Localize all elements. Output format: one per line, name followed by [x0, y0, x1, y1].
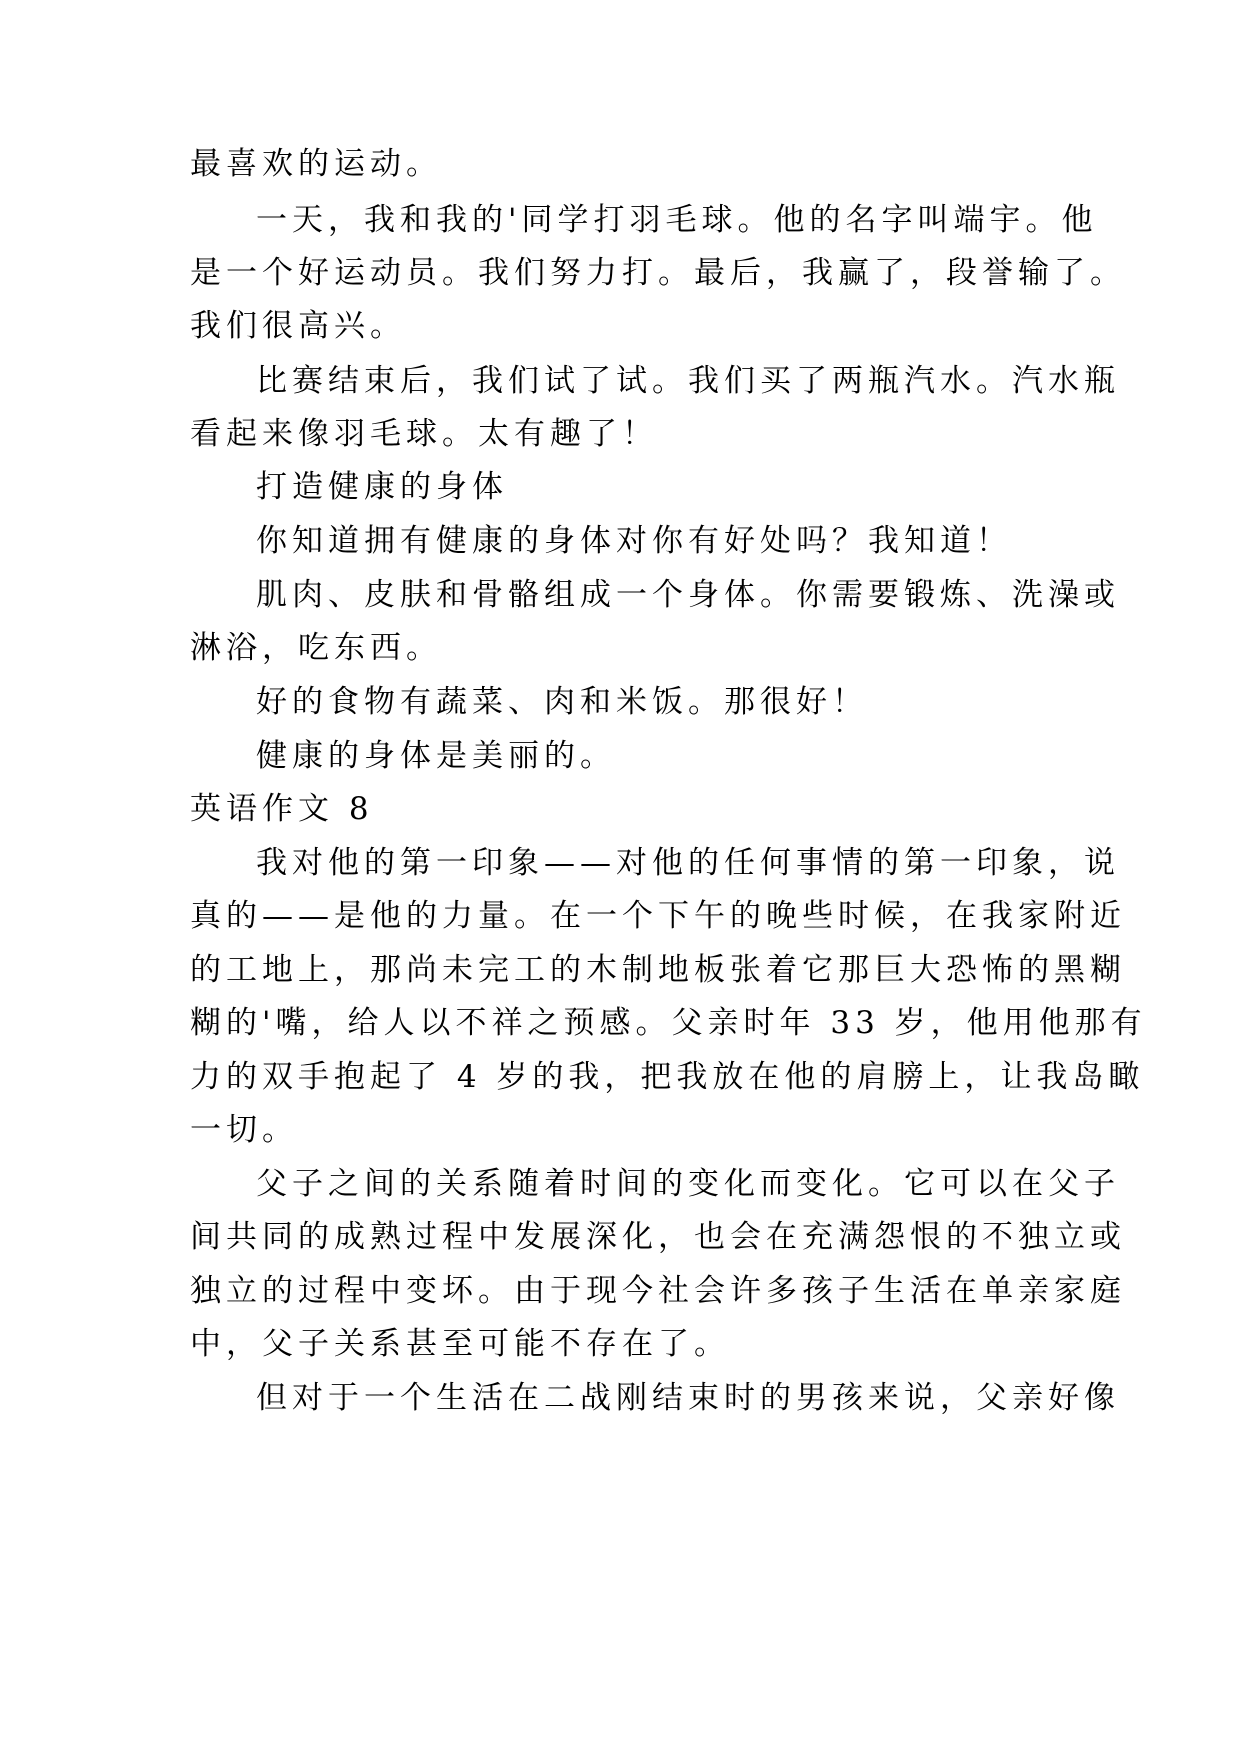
text-line: 是一个好运动员。我们努力打。最后，我赢了，段誉输了。: [190, 255, 1126, 291]
text-line: 力的双手抱起了 4 岁的我，把我放在他的肩膀上，让我岛瞰: [190, 1059, 1145, 1095]
text-line: 我们很高兴。: [190, 308, 406, 344]
text-line: 的工地上，那尚未完工的木制地板张着它那巨大恐怖的黑糊: [190, 952, 1126, 988]
text-line: 真的——是他的力量。在一个下午的晚些时候，在我家附近: [190, 898, 1126, 934]
text-line: 独立的过程中变坏。由于现今社会许多孩子生活在单亲家庭: [190, 1273, 1126, 1309]
text-line: 间共同的成熟过程中发展深化，也会在充满怨恨的不独立或: [190, 1219, 1126, 1255]
text-line: 但对于一个生活在二战刚结束时的男孩来说，父亲好像: [256, 1380, 1120, 1416]
text-line: 一天，我和我的'同学打羽毛球。他的名字叫端宇。他: [256, 202, 1098, 238]
text-line: 你知道拥有健康的身体对你有好处吗？我知道！: [256, 523, 1012, 559]
text-line: 糊的'嘴，给人以不祥之预感。父亲时年 33 岁，他用他那有: [190, 1005, 1147, 1041]
text-line: 我对他的第一印象——对他的任何事情的第一印象，说: [256, 845, 1120, 881]
text-line: 淋浴，吃东西。: [190, 630, 442, 666]
text-line: 中，父子关系甚至可能不存在了。: [190, 1326, 730, 1362]
text-line: 肌肉、皮肤和骨骼组成一个身体。你需要锻炼、洗澡或: [256, 577, 1120, 613]
section-title: 英语作文 8: [190, 791, 374, 827]
text-line: 比赛结束后，我们试了试。我们买了两瓶汽水。汽水瓶: [256, 363, 1120, 399]
text-line: 一切。: [190, 1112, 298, 1148]
text-line: 看起来像羽毛球。太有趣了！: [190, 416, 658, 452]
section-heading: 打造健康的身体: [256, 469, 508, 505]
text-line: 健康的身体是美丽的。: [256, 738, 616, 774]
text-line: 最喜欢的运动。: [190, 146, 442, 182]
text-line: 好的食物有蔬菜、肉和米饭。那很好！: [256, 684, 868, 720]
text-line: 父子之间的关系随着时间的变化而变化。它可以在父子: [256, 1166, 1120, 1202]
